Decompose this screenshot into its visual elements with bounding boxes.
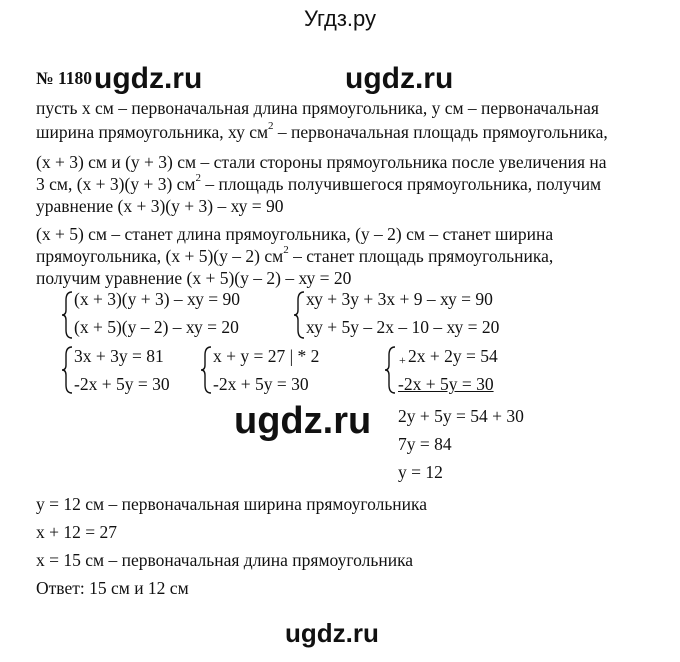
equation: 7у = 84 [398,434,452,454]
text-line: прямоугольника, (х + 5)(у – 2) $см^2$ – станет площадь прямоугольника, [36,244,554,266]
equation: х + у = 27 | * 2 [213,346,320,366]
equation: -2х + 5у = 30 [74,374,170,394]
system-brace [199,345,213,395]
equation: 3х + 3у = 81 [74,346,164,366]
text-line: уравнение (х + 3)(у + 3) – ху = 90 [36,196,284,216]
text-line: (х + 5) см – станет длина прямоугольника, (у – 2) см – станет ширина [36,224,554,244]
text-line: ширина прямоугольника, ху $см^2$ – первоначальная площадь прямоугольника, [36,120,608,142]
text-line: пусть х см – первоначальная длина прямоугольника, у см – первоначальная [36,98,599,118]
text-line: х + 12 = 27 [36,522,117,542]
watermark: ugdz.ru [94,62,203,95]
equation: ху + 5у – 2х – 10 – ху = 20 [306,317,500,337]
watermark: ugdz.ru [234,400,372,442]
plus-sign: + [399,353,406,367]
text-line: (х + 3) см и (у + 3) см – стали стороны прямоугольника после увеличения на [36,152,607,172]
equation: ху + 3у + 3х + 9 – ху = 90 [306,289,493,309]
text-line: х = 15 см – первоначальная длина прямоугольника [36,550,414,570]
watermark: ugdz.ru [285,618,379,648]
site-title: Угдз.ру [303,6,377,31]
text-line: у = 12 см – первоначальная ширина прямоугольника [36,494,428,514]
equation: -2х + 5у = 30 [213,374,309,394]
text-line: 3 см, (х + 3)(у + 3) $см^2$ – площадь получившегося прямоугольника, получим [36,172,602,194]
system-brace [383,345,397,395]
answer: Ответ: 15 см и 12 см [36,578,189,598]
equation: -2х + 5у = 30 [398,374,494,394]
watermark: ugdz.ru [345,62,454,95]
text-line: получим уравнение (х + 5)(у – 2) – ху = 20 [36,268,352,288]
equation: 2х + 2у = 54 [408,346,498,366]
system-brace [60,345,74,395]
equation: у = 12 [398,462,443,482]
system-brace [292,290,306,340]
equation: 2у + 5у = 54 + 30 [398,406,524,426]
equation: (х + 5)(у – 2) – ху = 20 [74,317,239,337]
problem-number: № 1180 [36,68,92,88]
equation: (х + 3)(у + 3) – ху = 90 [74,289,241,309]
system-brace [60,290,74,340]
